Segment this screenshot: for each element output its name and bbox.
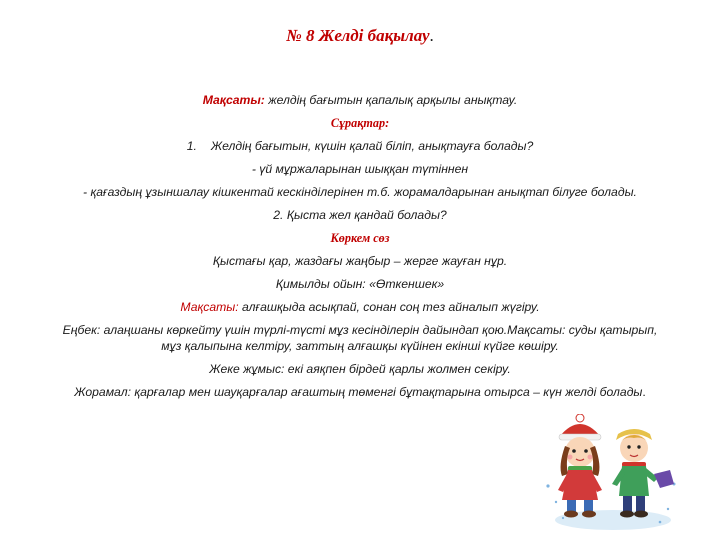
question-1: [0, 138, 720, 154]
winter-kids-illustration: [538, 414, 684, 532]
artistic-word-text: Қыстағы қар, жаздағы жаңбыр – жерге жауған нұр.: [212, 254, 508, 268]
observation-content: [0, 92, 720, 407]
individual-work: Жеке жұмыс: екі аяқпен бірдей қарлы жолмен секіру.: [209, 362, 511, 376]
goal-text: желдің бағытын қапалық арқылы анықтау.: [264, 93, 518, 107]
title-text: № 8 Желді бақылау: [286, 26, 430, 45]
question-1-number: 1.: [186, 139, 197, 153]
boy-figure: [612, 429, 674, 518]
assumption-text: Жорамал: қарғалар мен шауқарғалар ағаштың төменгі бұтақтарына отырса – күн желді болады: [74, 385, 643, 399]
game-goal-label: Мақсаты:: [180, 300, 239, 314]
goal-line: [0, 92, 720, 108]
goal-label: Мақсаты:: [202, 93, 265, 107]
girl-figure: [558, 414, 602, 518]
questions-heading: Сұрақтар:: [330, 116, 390, 130]
outdoor-game: Қимылды ойын: «Өткеншек»: [275, 277, 445, 291]
assumption-period: .: [642, 385, 646, 399]
question-1-text: Желдің бағытын, күшін қалай біліп, анықтауға болады?: [210, 139, 534, 153]
artistic-word-heading: Көркем сөз: [330, 231, 390, 245]
game-goal-line: [0, 299, 720, 315]
labor-paragraph: Еңбек: алаңшаны көркейту үшін түрлі-түсті мұз кесінділерін дайындап қою.Мақсаты: суды қатырып, мұз қалыпына келтіру, заттың алғашқы күйінен екінші күйге көшіру.: [62, 323, 658, 353]
hint-smoke: - үй мұржаларынан шыққан түтіннен: [251, 162, 469, 176]
hint-paper: - қағаздың ұзыншалау кішкентай кескінділерінен т.б. жорамалдарынан анықтап білуге болады.: [83, 185, 637, 199]
question-2: 2. Қыста жел қандай болады?: [273, 208, 447, 222]
page-title: [0, 26, 720, 46]
game-goal-text: алғашқыда асықпай, сонан соң тез айналып жүгіру.: [238, 300, 540, 314]
assumption-paragraph: [0, 384, 720, 400]
title-period: .: [429, 26, 434, 45]
